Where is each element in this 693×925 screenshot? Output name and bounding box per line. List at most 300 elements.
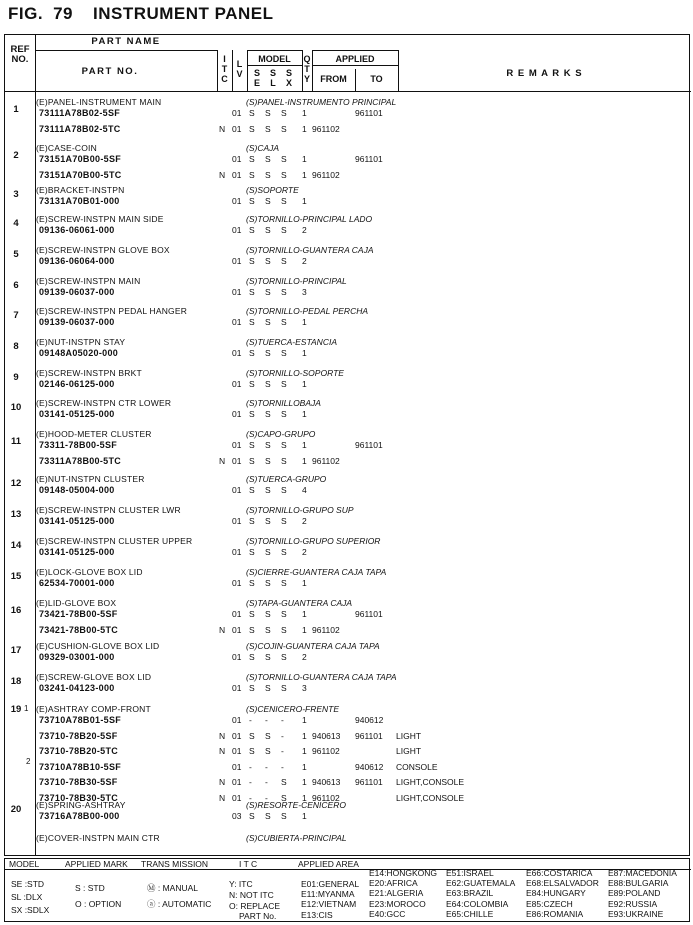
figure-label: FIG. <box>8 4 44 23</box>
applied-area-code: E12:VIETNAM <box>301 899 357 910</box>
model-mark: S <box>265 609 271 619</box>
qty-value: 3 <box>302 683 307 693</box>
lv-value: 01 <box>232 317 242 327</box>
ref-number: 15 <box>10 571 22 582</box>
model-mark: - <box>265 761 268 772</box>
legend-mark-std: S : STD <box>75 883 105 893</box>
model-mark: S <box>249 624 255 635</box>
ref-number: 12 <box>10 478 22 489</box>
qty-value: 1 <box>302 578 307 588</box>
applied-area-code: E84:HUNGARY <box>526 888 586 899</box>
model-mark: S <box>281 256 287 266</box>
part-name: (E)HOOD-METER CLUSTER <box>36 429 152 439</box>
model-mark: S <box>249 455 255 466</box>
lv-value: 01 <box>232 683 242 693</box>
spanish-part-name: (S)COJIN-GUANTERA CAJA TAPA <box>246 641 380 651</box>
qty-value: 3 <box>302 287 307 297</box>
model-mark: S <box>249 108 255 118</box>
qty-value: 1 <box>302 196 307 206</box>
model-col-se-2: E <box>253 78 260 88</box>
model-mark: - <box>281 730 284 741</box>
qty-value: 1 <box>302 108 307 118</box>
part-number: 03141-05125-000 <box>39 516 115 526</box>
part-number: 73710A78B10-5SF <box>39 761 122 772</box>
spanish-part-name: (S)TORNILLO-PRINCIPAL <box>246 276 347 286</box>
qty-value: 1 <box>302 746 307 756</box>
qty-value: 2 <box>302 225 307 235</box>
ref-number: 7 <box>13 310 19 321</box>
model-mark: S <box>265 287 271 297</box>
ref-header-line1: REF <box>10 44 30 55</box>
qty-value: 1 <box>302 409 307 419</box>
model-mark: S <box>265 154 271 164</box>
model-mark: S <box>249 348 255 358</box>
part-number: 62534-70001-000 <box>39 578 115 588</box>
model-mark: - <box>265 792 268 803</box>
spanish-part-name: (S)CAPO-GRUPO <box>246 429 316 439</box>
model-mark: S <box>249 609 255 619</box>
model-mark: S <box>281 547 287 557</box>
legend-model-se: SE :STD <box>11 879 45 889</box>
lv-value: 01 <box>232 287 242 297</box>
lv-value: 01 <box>232 154 242 164</box>
ref-number: 20 <box>10 804 22 815</box>
ref-number: 4 <box>13 218 19 229</box>
model-mark: S <box>265 440 271 450</box>
model-mark: S <box>249 440 255 450</box>
model-col-sx <box>283 68 295 88</box>
model-mark: S <box>249 196 255 206</box>
model-mark: S <box>265 348 271 358</box>
part-name: (E)SCREW-INSTPN MAIN <box>36 276 141 286</box>
model-mark: S <box>281 440 287 450</box>
model-mark: S <box>281 123 287 134</box>
applied-area-code: E01:GENERAL <box>301 879 360 889</box>
qty-value: 1 <box>302 123 307 134</box>
legend-itc-y: Y: ITC <box>229 879 253 889</box>
part-name-header: PART NAME <box>91 36 161 47</box>
to-date: 961101 <box>355 440 383 450</box>
part-number: 73716A78B00-000 <box>39 811 120 821</box>
applied-area-code: E62:GUATEMALA <box>446 878 516 889</box>
part-number: 73710A78B01-5SF <box>39 715 122 725</box>
part-number: 73710-78B30-5SF <box>39 777 118 787</box>
model-mark: S <box>249 652 255 662</box>
part-number: 73311A78B00-5TC <box>39 455 122 466</box>
applied-area-code: E40:GCC <box>369 908 406 919</box>
model-mark: - <box>265 777 268 787</box>
part-number: 73151A70B00-5SF <box>39 154 122 164</box>
lv-value: 01 <box>232 761 242 772</box>
spanish-part-name: (S)CUBIERTA-PRINCIPAL <box>246 833 347 843</box>
model-mark: - <box>281 715 284 725</box>
from-date: 961102 <box>312 624 340 635</box>
qty-value: 1 <box>302 379 307 389</box>
model-mark: S <box>249 746 255 756</box>
model-mark: S <box>249 683 255 693</box>
lv-value: 01 <box>232 108 242 118</box>
model-mark: - <box>281 761 284 772</box>
spanish-part-name: (S)TORNILLO-GRUPO SUP <box>246 505 354 515</box>
qty-value: 2 <box>302 256 307 266</box>
model-mark: S <box>249 123 255 134</box>
part-number: 73311-78B00-5SF <box>39 440 118 450</box>
part-name: (E)SCREW-INSTPN GLOVE BOX <box>36 245 170 255</box>
model-mark: S <box>281 154 287 164</box>
ref-header-line2: NO. <box>11 54 29 65</box>
part-name: (E)LOCK-GLOVE BOX LID <box>36 567 143 577</box>
ref-number: 14 <box>10 540 22 551</box>
qty-value: 1 <box>302 154 307 164</box>
spanish-part-name: (S)TORNILLO-PRINCIPAL LADO <box>246 214 373 224</box>
model-mark: S <box>281 578 287 588</box>
spanish-part-name: (S)TORNILLO-GRUPO SUPERIOR <box>246 536 381 546</box>
model-mark: S <box>265 624 271 635</box>
spanish-part-name: (S)SOPORTE <box>246 185 299 195</box>
model-divider <box>247 65 302 66</box>
model-mark: S <box>281 683 287 693</box>
model-mark: S <box>281 348 287 358</box>
model-mark: S <box>281 169 287 180</box>
spanish-part-name: (S)TORNILLO-GUANTERA CAJA <box>246 245 374 255</box>
applied-area-code: E85:CZECH <box>526 898 573 909</box>
spanish-part-name: (S)TAPA-GUANTERA CAJA <box>246 598 353 608</box>
qty-value: 1 <box>302 730 307 741</box>
part-name: (E)PANEL-INSTRUMENT MAIN <box>36 97 162 107</box>
qty-value: 1 <box>302 777 307 787</box>
model-mark: S <box>265 108 271 118</box>
model-mark: S <box>249 547 255 557</box>
model-mark: S <box>249 225 255 235</box>
qty-value: 1 <box>302 348 307 358</box>
model-mark: - <box>249 761 252 772</box>
applied-header: APPLIED <box>335 54 375 64</box>
header-divider <box>35 50 217 51</box>
to-date: 961101 <box>355 730 383 741</box>
model-mark: S <box>281 777 287 787</box>
to-date: 940612 <box>355 761 384 772</box>
model-mark: S <box>265 746 271 756</box>
part-number: 09139-06037-000 <box>39 287 115 297</box>
part-name: (E)BRACKET-INSTPN <box>36 185 125 195</box>
model-mark: S <box>265 123 271 134</box>
col-divider <box>35 35 36 855</box>
applied-area-code: E65:CHILLE <box>446 908 494 919</box>
spanish-part-name: (S)TUERCA-GRUPO <box>246 474 327 484</box>
qty-value: 1 <box>302 792 307 803</box>
part-name: (E)NUT-INSTPN CLUSTER <box>36 474 145 484</box>
itc-header-c: C <box>221 74 228 84</box>
part-number: 09329-03001-000 <box>39 652 115 662</box>
header-divider <box>312 50 398 51</box>
spanish-part-name: (S)CENICERO-FRENTE <box>246 704 340 714</box>
ref-number: 9 <box>13 372 19 383</box>
part-name: (E)LID-GLOVE BOX <box>36 598 117 608</box>
model-mark: S <box>281 485 287 495</box>
from-header: FROM <box>320 74 347 84</box>
part-number: 09148A05020-000 <box>39 348 119 358</box>
spanish-part-name: (S)TORNILLO-SOPORTE <box>246 368 344 378</box>
part-number: 73421-78B00-5SF <box>39 609 118 619</box>
ref-number: 2 <box>13 150 19 161</box>
qty-value: 1 <box>302 624 307 635</box>
part-number: 73111A78B02-5SF <box>39 108 121 118</box>
itc-mark: N <box>219 169 226 180</box>
model-mark: S <box>265 811 271 821</box>
to-header: TO <box>370 74 383 84</box>
model-mark: S <box>281 108 287 118</box>
model-mark: - <box>249 777 252 787</box>
model-col-sx-1: S <box>285 68 292 78</box>
model-mark: S <box>249 485 255 495</box>
qty-value: 4 <box>302 485 307 495</box>
model-mark: S <box>265 455 271 466</box>
sub-index: 2 <box>26 756 31 766</box>
from-date: 961102 <box>312 169 340 180</box>
figure-title <box>8 4 274 24</box>
lv-value: 01 <box>232 196 242 206</box>
lv-header-l: L <box>236 59 243 69</box>
qty-header <box>302 54 312 84</box>
part-name: (E)CASE-COIN <box>36 143 97 153</box>
qty-value: 1 <box>302 761 307 772</box>
part-number: 73131A70B01-000 <box>39 196 120 206</box>
model-mark: S <box>249 287 255 297</box>
lv-value: 01 <box>232 123 242 134</box>
itc-header <box>217 54 232 84</box>
model-mark: S <box>265 485 271 495</box>
part-name: (E)SCREW-INSTPN CLUSTER UPPER <box>36 536 193 546</box>
ref-number: 10 <box>10 402 22 413</box>
part-number: 09139-06037-000 <box>39 317 115 327</box>
part-number: 73710-78B20-5SF <box>39 730 118 741</box>
itc-mark: N <box>219 792 226 803</box>
applied-area-code: E51:ISRAEL <box>446 868 494 878</box>
qty-value: 2 <box>302 516 307 526</box>
applied-area-code: E87:MACEDONIA <box>608 868 677 878</box>
lv-value: 01 <box>232 440 242 450</box>
to-date: 940612 <box>355 715 384 725</box>
model-mark: S <box>249 811 255 821</box>
itc-mark: N <box>219 777 226 787</box>
itc-mark: N <box>219 730 226 741</box>
legend-itc-o-cont: PART No. <box>239 911 277 921</box>
from-date: 961102 <box>312 792 340 803</box>
spanish-part-name: (S)CIERRE-GUANTERA CAJA TAPA <box>246 567 387 577</box>
model-mark: S <box>281 516 287 526</box>
applied-area-code: E20:AFRICA <box>369 878 418 889</box>
applied-area-code: E66:COSTARICA <box>526 868 593 878</box>
model-mark: S <box>265 409 271 419</box>
lv-header <box>232 59 247 79</box>
model-mark: S <box>265 652 271 662</box>
qty-value: 1 <box>302 811 307 821</box>
model-mark: S <box>249 578 255 588</box>
applied-area-code: E13:CIS <box>301 909 333 920</box>
lv-value: 01 <box>232 547 242 557</box>
model-mark: S <box>265 169 271 180</box>
to-date: 961101 <box>355 777 383 787</box>
lv-value: 01 <box>232 485 242 495</box>
ref-number: 11 <box>10 436 22 447</box>
applied-area-code: E11:MYANMA <box>301 889 355 900</box>
applied-area-code: E23:MOROCO <box>369 898 426 909</box>
model-mark: S <box>281 652 287 662</box>
part-name: (E)CUSHION-GLOVE BOX LID <box>36 641 160 651</box>
itc-mark: N <box>219 746 226 756</box>
model-col-sl-2: L <box>270 78 276 88</box>
model-mark: S <box>281 811 287 821</box>
part-number: 73710-78B30-5TC <box>39 792 119 803</box>
model-mark: S <box>265 225 271 235</box>
lv-value: 01 <box>232 624 242 635</box>
lv-value: 03 <box>232 811 242 821</box>
part-number: 09136-06064-000 <box>39 256 115 266</box>
part-number: 73710-78B20-5TC <box>39 746 119 756</box>
applied-area-code: E93:UKRAINE <box>608 908 664 919</box>
part-name: (E)SCREW-INSTPN MAIN SIDE <box>36 214 164 224</box>
model-mark: S <box>281 225 287 235</box>
ref-no-header <box>5 45 35 65</box>
legend-applied-mark-header: APPLIED MARK <box>65 859 128 869</box>
lv-value: 01 <box>232 715 242 725</box>
applied-area-code: E88:BULGARIA <box>608 878 669 889</box>
lv-value: 01 <box>232 455 242 466</box>
part-number: 03141-05125-000 <box>39 409 115 419</box>
from-date: 961102 <box>312 455 340 466</box>
remarks-text: LIGHT,CONSOLE <box>396 777 465 787</box>
model-mark: S <box>281 792 287 803</box>
part-number: 73111A78B02-5TC <box>39 123 121 134</box>
legend-model-sx: SX :SDLX <box>11 905 50 915</box>
part-name: (E)SCREW-GLOVE BOX LID <box>36 672 152 682</box>
itc-mark: N <box>219 624 226 635</box>
lv-value: 01 <box>232 256 242 266</box>
itc-header-t: T <box>221 64 228 74</box>
part-name: (E)SCREW-INSTPN PEDAL HANGER <box>36 306 188 316</box>
part-number: 09148-05004-000 <box>39 485 115 495</box>
itc-mark: N <box>219 455 226 466</box>
model-mark: S <box>265 547 271 557</box>
model-col-sl-1: S <box>269 68 276 78</box>
figure-name: INSTRUMENT PANEL <box>92 4 274 23</box>
ref-number: 6 <box>13 280 19 291</box>
spanish-part-name: (S)CAJA <box>246 143 280 153</box>
legend-area-header: APPLIED AREA <box>298 859 359 869</box>
qty-header-q: Q <box>303 54 311 64</box>
lv-value: 01 <box>232 169 242 180</box>
applied-area-code: E63:BRAZIL <box>446 888 494 899</box>
part-number: 03141-05125-000 <box>39 547 115 557</box>
sub-index: 1 <box>24 704 29 713</box>
model-mark: S <box>249 730 255 741</box>
qty-header-y: Y <box>303 74 310 84</box>
model-mark: S <box>281 455 287 466</box>
part-number: 73421-78B00-5TC <box>39 624 119 635</box>
qty-value: 2 <box>302 652 307 662</box>
lv-value: 01 <box>232 348 242 358</box>
lv-value: 01 <box>232 792 242 803</box>
qty-value: 1 <box>302 440 307 450</box>
qty-value: 1 <box>302 609 307 619</box>
to-date: 961101 <box>355 154 383 164</box>
remarks-header: R E M A R K S <box>506 68 583 79</box>
qty-value: 1 <box>302 715 307 725</box>
model-mark: S <box>265 683 271 693</box>
to-date: 961101 <box>355 108 383 118</box>
qty-value: 1 <box>302 169 307 180</box>
part-number: 73151A70B00-5TC <box>39 169 122 180</box>
lv-value: 01 <box>232 225 242 235</box>
lv-value: 01 <box>232 578 242 588</box>
model-mark: S <box>281 287 287 297</box>
ref-number: 19 <box>10 704 22 715</box>
applied-area-code: E92:RUSSIA <box>608 898 658 909</box>
lv-value: 01 <box>232 516 242 526</box>
model-mark: S <box>249 256 255 266</box>
legend-mark-option: O : OPTION <box>75 899 122 909</box>
ref-number: 8 <box>13 341 19 352</box>
model-col-sx-2: X <box>285 78 292 88</box>
from-date: 940613 <box>312 777 341 787</box>
remarks-text: LIGHT,CONSOLE <box>396 792 465 803</box>
applied-area-code: E14:HONGKONG <box>369 868 438 878</box>
part-number: 09136-06061-000 <box>39 225 115 235</box>
model-mark: S <box>249 379 255 389</box>
lv-value: 01 <box>232 730 242 741</box>
model-mark: S <box>265 730 271 741</box>
model-mark: S <box>265 317 271 327</box>
model-mark: S <box>265 196 271 206</box>
spanish-part-name: (S)TUERCA-ESTANCIA <box>246 337 337 347</box>
model-col-sl <box>267 68 279 88</box>
model-mark: S <box>265 256 271 266</box>
remarks-text: CONSOLE <box>396 761 438 772</box>
ref-number: 17 <box>10 645 22 656</box>
legend-trans-manual: Ⓜ : MANUAL <box>147 883 199 893</box>
legend-model-sl: SL :DLX <box>11 892 43 902</box>
model-mark: S <box>249 154 255 164</box>
model-mark: S <box>265 379 271 389</box>
model-mark: S <box>249 516 255 526</box>
from-date: 940613 <box>312 730 341 741</box>
applied-area-code: E68:ELSALVADOR <box>526 878 599 889</box>
model-mark: S <box>265 516 271 526</box>
ref-number: 18 <box>10 676 22 687</box>
model-mark: S <box>249 317 255 327</box>
itc-mark: N <box>219 123 226 134</box>
model-mark: S <box>281 409 287 419</box>
remarks-text: LIGHT <box>396 746 422 756</box>
from-date: 961102 <box>312 746 340 756</box>
remarks-text: LIGHT <box>396 730 422 741</box>
from-date: 961102 <box>312 123 340 134</box>
spanish-part-name: (S)RESORTE-CENICERO <box>246 800 346 810</box>
part-name: (E)COVER-INSTPN MAIN CTR <box>36 833 160 843</box>
ref-number: 3 <box>13 189 19 200</box>
header-divider <box>247 50 302 51</box>
part-name: (E)SPRING-ASHTRAY <box>36 800 126 810</box>
model-mark: - <box>265 715 268 725</box>
applied-area-code: E21:ALGERIA <box>369 888 424 899</box>
lv-header-v: V <box>236 69 243 79</box>
qty-header-t: T <box>304 64 310 74</box>
model-mark: S <box>249 409 255 419</box>
part-number: 03241-04123-000 <box>39 683 115 693</box>
qty-value: 1 <box>302 455 307 466</box>
spanish-part-name: (S)TORNILLO-PEDAL PERCHA <box>246 306 369 316</box>
qty-value: 1 <box>302 317 307 327</box>
